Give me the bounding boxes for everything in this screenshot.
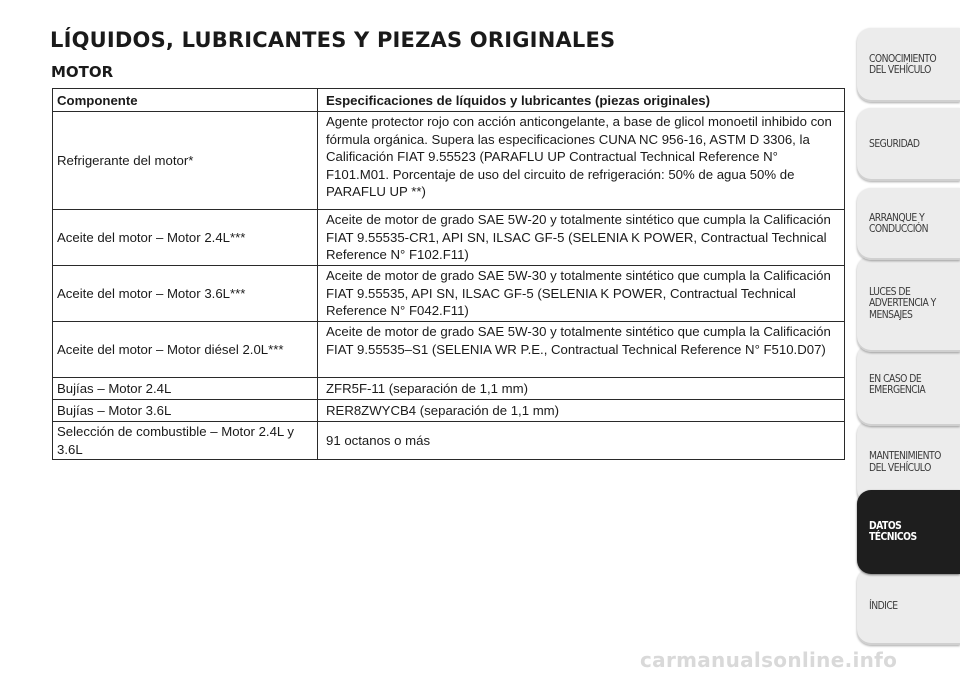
component-cell: Refrigerante del motor* bbox=[53, 112, 318, 210]
tab-section-6[interactable] bbox=[857, 490, 960, 574]
specification-cell: Aceite de motor de grado SAE 5W-20 y totalmente sintético que cumpla la Calificación FIAT 9.55535-CR1, API SN, ILSAC GF-5 (SELENIA K POWER, Contractual Technical Reference N° F102.F11) bbox=[318, 210, 845, 266]
tab-section-7[interactable] bbox=[857, 568, 960, 645]
table-row bbox=[53, 266, 845, 322]
tab-section-4[interactable] bbox=[857, 344, 960, 426]
component-cell: Aceite del motor – Motor 3.6L*** bbox=[53, 266, 318, 322]
specification-cell: 91 octanos o más bbox=[318, 422, 845, 460]
tab-section-2[interactable] bbox=[857, 188, 960, 260]
specification-cell: Aceite de motor de grado SAE 5W-30 y totalmente sintético que cumpla la Calificación FIAT 9.55535–S1 (SELENIA WR P.E., Contractual Technical Reference N° F510.D07) bbox=[318, 322, 845, 378]
tab-label: DATOS TÉCNICOS bbox=[869, 519, 917, 543]
table-header-row bbox=[53, 89, 845, 112]
component-cell: Aceite del motor – Motor 2.4L*** bbox=[53, 210, 318, 266]
component-cell: Aceite del motor – Motor diésel 2.0L*** bbox=[53, 322, 318, 378]
specification-cell: Agente protector rojo con acción anticongelante, a base de glicol monoetil inhibido con fórmula orgánica. Supera las especificaciones CUNA NC 956-16, ASTM D 3306, la Calificación FIAT 9.55523 (PARAFLU UP Contractual Technical Reference N° F101.M01. Porcentaje de uso del circuito de refrigeración: 50% de agua 50% de PARAFLU UP **) bbox=[318, 112, 845, 210]
header-specification: Especificaciones de líquidos y lubricantes (piezas originales) bbox=[318, 89, 845, 112]
tab-section-0[interactable] bbox=[857, 28, 960, 102]
tab-label: LUCES DE ADVERTENCIA Y MENSAJES bbox=[869, 285, 936, 321]
header-component: Componente bbox=[53, 89, 318, 112]
table-row bbox=[53, 422, 845, 460]
tab-label: EN CASO DE EMERGENCIA bbox=[869, 372, 926, 396]
tab-label: ARRANQUE Y CONDUCCIÓN bbox=[869, 211, 929, 235]
component-cell: Bujías – Motor 2.4L bbox=[53, 378, 318, 400]
tab-label: MANTENIMIENTO DEL VEHÍCULO bbox=[869, 450, 941, 474]
table-body bbox=[53, 112, 845, 460]
component-cell: Selección de combustible – Motor 2.4L y 3.6L bbox=[53, 422, 318, 460]
specification-cell: Aceite de motor de grado SAE 5W-30 y totalmente sintético que cumpla la Calificación FIAT 9.55535, API SN, ILSAC GF-5 (SELENIA K POWER, Contractual Technical Reference N° F042.F11) bbox=[318, 266, 845, 322]
tab-label: SEGURIDAD bbox=[869, 137, 920, 150]
table-row bbox=[53, 210, 845, 266]
specification-cell: ZFR5F-11 (separación de 1,1 mm) bbox=[318, 378, 845, 400]
component-cell: Bujías – Motor 3.6L bbox=[53, 400, 318, 422]
table-row bbox=[53, 322, 845, 378]
page-title: LÍQUIDOS, LUBRICANTES Y PIEZAS ORIGINALES bbox=[50, 28, 616, 52]
section-title: MOTOR bbox=[51, 63, 114, 81]
tab-section-3[interactable] bbox=[857, 256, 960, 352]
specification-cell: RER8ZWYCB4 (separación de 1,1 mm) bbox=[318, 400, 845, 422]
tab-label: CONOCIMIENTO DEL VEHÍCULO bbox=[869, 52, 937, 76]
table-row bbox=[53, 378, 845, 400]
table-row bbox=[53, 112, 845, 210]
specifications-table bbox=[52, 88, 845, 460]
tab-section-1[interactable] bbox=[857, 108, 960, 181]
table-row bbox=[53, 400, 845, 422]
watermark: carmanualsonline.info bbox=[640, 648, 898, 672]
tab-label: ÍNDICE bbox=[869, 599, 898, 612]
